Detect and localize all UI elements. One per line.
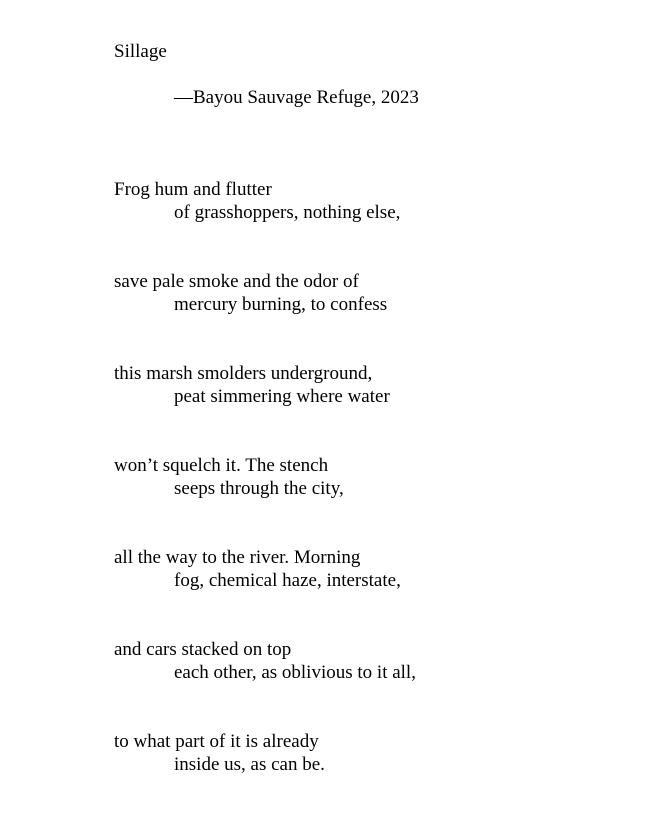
poem-title: Sillage xyxy=(114,41,167,62)
poem-line: and cars stacked on top xyxy=(114,639,292,660)
poem-line: seeps through the city, xyxy=(174,478,344,499)
poem-line: save pale smoke and the odor of xyxy=(114,271,359,292)
poem-line: each other, as oblivious to it all, xyxy=(174,662,416,683)
poem-line: this marsh smolders underground, xyxy=(114,363,373,384)
poem-line: of grasshoppers, nothing else, xyxy=(174,202,401,223)
poem-line: to what part of it is already xyxy=(114,731,319,752)
poem-line: mercury burning, to confess xyxy=(174,294,388,315)
poem-line: won’t squelch it. The stench xyxy=(114,455,329,476)
poem-line: all the way to the river. Morning xyxy=(114,547,361,568)
poem-epigraph: —Bayou Sauvage Refuge, 2023 xyxy=(174,87,419,108)
poem-line: peat simmering where water xyxy=(174,386,390,407)
poem-line: fog, chemical haze, interstate, xyxy=(174,570,401,591)
poem-line: inside us, as can be. xyxy=(174,754,325,775)
poem-line: Frog hum and flutter xyxy=(114,179,272,200)
